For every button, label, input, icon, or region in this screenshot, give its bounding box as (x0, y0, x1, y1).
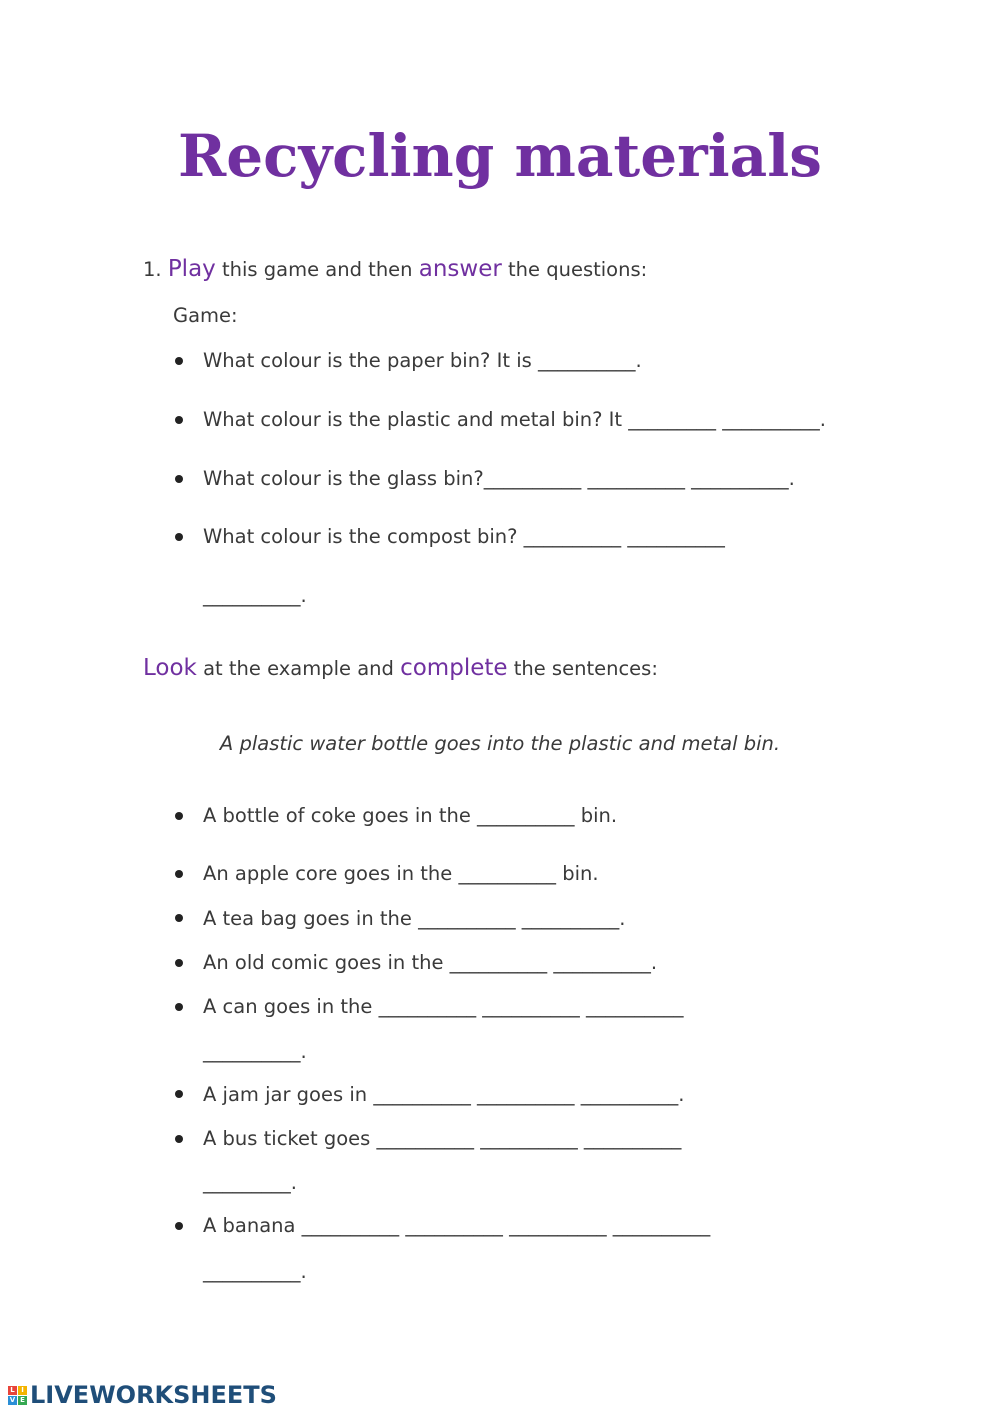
sentence-banana: A banana __________ __________ __________ __________ (203, 1214, 711, 1237)
section1-mid: this game and then (221, 258, 413, 281)
section1-number: 1. (143, 258, 162, 281)
sentence-tea-bag: A tea bag goes in the __________ __________. (203, 907, 626, 930)
section2-end: the sentences: (513, 657, 658, 680)
bullet-icon (175, 533, 183, 541)
logo-letter-i: I (18, 1386, 27, 1395)
sentence-bus-ticket: A bus ticket goes __________ __________ __________ (203, 1127, 682, 1150)
question-glass-bin: What colour is the glass bin?__________ __________ __________. (203, 467, 795, 490)
game-label: Game: (173, 304, 238, 327)
question-compost-bin: What colour is the compost bin? __________ __________ (203, 525, 725, 548)
section1-verb-play: Play (167, 256, 216, 282)
question-plastic-metal-bin: What colour is the plastic and metal bin? It _________ __________. (203, 408, 826, 431)
section1-end: the questions: (508, 258, 648, 281)
sentence-bus-ticket-continued: _________. (203, 1171, 297, 1194)
sentence-old-comic: An old comic goes in the __________ __________. (203, 951, 658, 974)
sentence-banana-continued: __________. (203, 1260, 307, 1283)
bullet-icon (175, 914, 183, 922)
section1-verb-answer: answer (418, 256, 502, 282)
question-paper-bin: What colour is the paper bin? It is __________. (203, 349, 642, 372)
page-title: Recycling materials (178, 122, 822, 190)
sentence-can: A can goes in the __________ __________ __________ (203, 995, 684, 1018)
brand-name: LIVEWORKSHEETS (30, 1381, 277, 1409)
bullet-icon (175, 1222, 183, 1230)
example-sentence: A plastic water bottle goes into the plastic and metal bin. (219, 732, 781, 755)
bullet-icon (175, 812, 183, 820)
bullet-icon (175, 1003, 183, 1011)
bullet-icon (175, 1135, 183, 1143)
bullet-icon (175, 416, 183, 424)
sentence-coke: A bottle of coke goes in the __________ bin. (203, 804, 618, 827)
bullet-icon (175, 959, 183, 967)
bullet-icon (175, 1090, 183, 1098)
question-compost-bin-continued: __________. (203, 584, 307, 607)
section2-verb-complete: complete (400, 655, 508, 681)
sentence-apple-core: An apple core goes in the __________ bin. (203, 862, 599, 885)
section2-verb-look: Look (143, 655, 197, 681)
bullet-icon (175, 870, 183, 878)
logo-letter-v: V (9, 1395, 16, 1404)
sentence-can-continued: __________. (203, 1040, 307, 1063)
section2-mid: at the example and (203, 657, 394, 680)
logo-letter-e: E (18, 1396, 27, 1405)
liveworksheets-logo (8, 1380, 277, 1410)
section2-instruction (143, 655, 658, 682)
sentence-jam-jar: A jam jar goes in __________ __________ __________. (203, 1083, 685, 1106)
bullet-icon (175, 475, 183, 483)
bullet-icon (175, 357, 183, 365)
logo-letter-l: L (8, 1386, 17, 1395)
logo-grid-icon (8, 1386, 27, 1405)
section1-instruction (143, 256, 647, 283)
